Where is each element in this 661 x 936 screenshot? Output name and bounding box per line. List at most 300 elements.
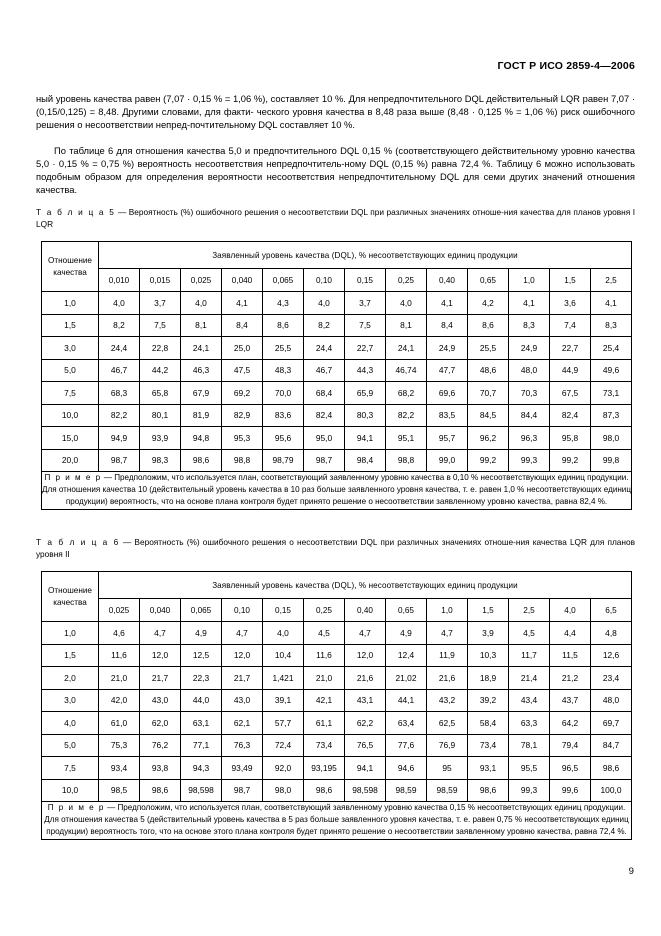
data-cell: 93,49 [222,757,263,780]
data-cell: 21,0 [304,667,345,690]
row-label: 5,0 [42,734,99,757]
table5-header-row-2 [42,269,632,292]
data-cell: 4,7 [345,622,386,645]
data-cell: 12,6 [591,644,632,667]
data-cell: 8,3 [591,314,632,337]
table-row [42,734,632,757]
data-cell: 22,8 [140,337,181,360]
table6-row-header-label [42,572,99,622]
data-cell: 65,8 [140,382,181,405]
data-cell: 47,5 [222,359,263,382]
row-label: 15,0 [42,427,99,450]
data-cell: 10,3 [468,644,509,667]
data-cell: 98,7 [222,779,263,802]
data-cell: 4,0 [304,292,345,315]
data-cell: 4,2 [468,292,509,315]
table5-col-header: 0,010 [99,269,140,292]
data-cell: 75,3 [99,734,140,757]
table6-col-header: 0,65 [386,599,427,622]
data-cell: 96,2 [468,427,509,450]
table6-caption-text: — Вероятность (%) ошибочного решения о несоответствии DQL при различных значениях отноше-ния качества LQR для планов уровня II [36,537,636,559]
data-cell: 77,1 [181,734,222,757]
table6-body [42,622,632,840]
data-cell: 43,1 [345,689,386,712]
data-cell: 8,2 [304,314,345,337]
data-cell: 84,5 [468,404,509,427]
table5-caption [36,207,635,230]
data-cell: 62,2 [345,712,386,735]
data-cell: 43,4 [509,689,550,712]
data-cell: 24,4 [304,337,345,360]
data-cell: 12,0 [222,644,263,667]
table-row [42,779,632,802]
table6-col-header: 6,5 [591,599,632,622]
data-cell: 24,1 [181,337,222,360]
data-cell: 4,0 [181,292,222,315]
data-cell: 72,4 [263,734,304,757]
data-cell: 39,2 [468,689,509,712]
row-label: 1,0 [42,622,99,645]
table-row [42,292,632,315]
data-cell: 73,1 [591,382,632,405]
table5-span-header: Заявленный уровень качества (DQL), % несоответствующих единиц продукции [99,242,632,269]
data-cell: 24,1 [386,337,427,360]
data-cell: 82,4 [304,404,345,427]
data-cell: 98,59 [386,779,427,802]
table-row [42,667,632,690]
data-cell: 98,0 [591,427,632,450]
data-cell: 64,2 [550,712,591,735]
table-row [42,757,632,780]
data-cell: 98,598 [345,779,386,802]
table5-header-row-1 [42,242,632,269]
data-cell: 3,9 [468,622,509,645]
data-cell: 24,9 [509,337,550,360]
data-cell: 95,8 [550,427,591,450]
data-cell: 62,1 [222,712,263,735]
data-cell: 4,7 [140,622,181,645]
table-row [42,314,632,337]
table6-col-header: 0,40 [345,599,386,622]
data-cell: 8,2 [99,314,140,337]
table-row [42,382,632,405]
data-cell: 3,6 [550,292,591,315]
data-cell: 4,0 [99,292,140,315]
data-cell: 4,9 [386,622,427,645]
data-cell: 63,3 [509,712,550,735]
table6-caption [36,537,635,560]
row-label: 7,5 [42,382,99,405]
table6-col-header: 0,065 [181,599,222,622]
data-cell: 94,3 [181,757,222,780]
data-cell: 21,0 [99,667,140,690]
data-cell: 95 [427,757,468,780]
data-cell: 21,7 [222,667,263,690]
table-row [42,712,632,735]
data-cell: 98,79 [263,449,304,472]
data-cell: 42,1 [304,689,345,712]
data-cell: 10,4 [263,644,304,667]
data-cell: 95,0 [304,427,345,450]
data-cell: 63,1 [181,712,222,735]
data-cell: 93,1 [468,757,509,780]
row-header-line1: Отношение [48,256,92,265]
data-cell: 78,1 [509,734,550,757]
table5-col-header: 0,40 [427,269,468,292]
table5-head [42,242,632,292]
table6-col-header: 0,025 [99,599,140,622]
data-cell: 98,8 [222,449,263,472]
data-cell: 8,6 [263,314,304,337]
data-cell: 84,4 [509,404,550,427]
data-cell: 24,4 [99,337,140,360]
data-cell: 98,7 [99,449,140,472]
data-cell: 98,6 [304,779,345,802]
data-cell: 61,0 [99,712,140,735]
data-cell: 94,1 [345,757,386,780]
row-header-line2: качества [53,267,87,277]
data-cell: 43,0 [140,689,181,712]
data-cell: 21,4 [509,667,550,690]
data-cell: 42,0 [99,689,140,712]
data-cell: 11,9 [427,644,468,667]
table5-note-text: — Предположим, что используется план, соответствующий заявленному уровню качества в 0,10 % несоответствующих единиц продукции. Для отношения качества 10 (действительный уровень качества в 10 раз больше заявленного уровня качества, т. е. равен 1,0 % несоответствующих единиц продукции) вероятность, что на основе плана контроля будет принято решение о несоответствии заявленному уровню качества, равна 82,4 %. [42,473,631,507]
data-cell: 67,9 [181,382,222,405]
data-cell: 94,1 [345,427,386,450]
data-cell: 25,5 [468,337,509,360]
data-cell: 12,4 [386,644,427,667]
data-cell: 22,7 [550,337,591,360]
row-label: 2,0 [42,667,99,690]
table-row [42,449,632,472]
table5-col-header: 0,10 [304,269,345,292]
table6-note-text: — Предположим, что используется план, соответствующий заявленному уровню качества 0,15 % несоответствующих единиц продукции. Для отношения качества 5 (действительный уровень качества в 5 раз больше заявленного уровня качества, т. е. равен 0,75 % несоответствующих единиц продукции) вероятность того, что на основе этого плана контроля будет принято решение о несоответствии заявленному уровню качества, равна 72,4 %. [44,803,629,837]
data-cell: 8,3 [509,314,550,337]
data-cell: 46,74 [386,359,427,382]
table5-col-header: 0,025 [181,269,222,292]
data-cell: 49,6 [591,359,632,382]
table5-col-header: 1,0 [509,269,550,292]
table5-body [42,292,632,510]
data-cell: 62,0 [140,712,181,735]
data-cell: 70,0 [263,382,304,405]
row-label: 1,0 [42,292,99,315]
data-cell: 98,59 [427,779,468,802]
row-label: 1,5 [42,314,99,337]
data-cell: 99,2 [468,449,509,472]
data-cell: 23,4 [591,667,632,690]
data-cell: 84,7 [591,734,632,757]
row-label: 10,0 [42,404,99,427]
table5-col-header: 2,5 [591,269,632,292]
data-cell: 76,3 [222,734,263,757]
data-cell: 99,2 [550,449,591,472]
table6-col-header: 1,5 [468,599,509,622]
data-cell: 4,7 [222,622,263,645]
data-cell: 12,5 [181,644,222,667]
data-cell: 96,3 [509,427,550,450]
data-cell: 48,0 [509,359,550,382]
data-cell: 94,9 [99,427,140,450]
data-cell: 11,6 [304,644,345,667]
table5-caption-label: Т а б л и ц а 5 [36,207,116,217]
data-cell: 94,6 [386,757,427,780]
data-cell: 83,6 [263,404,304,427]
data-cell: 80,3 [345,404,386,427]
data-cell: 44,2 [140,359,181,382]
data-cell: 7,4 [550,314,591,337]
data-cell: 4,6 [99,622,140,645]
data-cell: 4,3 [263,292,304,315]
data-cell: 69,7 [591,712,632,735]
row-label: 3,0 [42,337,99,360]
data-cell: 4,4 [550,622,591,645]
row-label: 1,5 [42,644,99,667]
data-cell: 22,7 [345,337,386,360]
data-cell: 21,6 [345,667,386,690]
data-cell: 21,02 [386,667,427,690]
data-cell: 44,1 [386,689,427,712]
row-header-line2: качества [53,597,87,607]
data-cell: 93,195 [304,757,345,780]
data-cell: 68,3 [99,382,140,405]
data-cell: 4,5 [304,622,345,645]
data-cell: 25,0 [222,337,263,360]
table6-note [42,802,632,840]
data-cell: 7,5 [140,314,181,337]
data-cell: 62,5 [427,712,468,735]
data-cell: 43,2 [427,689,468,712]
data-cell: 44,9 [550,359,591,382]
data-cell: 93,9 [140,427,181,450]
data-cell: 63,4 [386,712,427,735]
data-cell: 99,6 [550,779,591,802]
data-cell: 11,5 [550,644,591,667]
data-cell: 4,5 [509,622,550,645]
table-row [42,359,632,382]
data-cell: 96,5 [550,757,591,780]
table-row [42,622,632,645]
data-cell: 58,4 [468,712,509,735]
data-cell: 81,9 [181,404,222,427]
data-cell: 95,1 [386,427,427,450]
table-row [42,404,632,427]
data-cell: 11,7 [509,644,550,667]
table6-col-header: 1,0 [427,599,468,622]
table-row [42,644,632,667]
data-cell: 46,7 [304,359,345,382]
data-cell: 76,2 [140,734,181,757]
data-cell: 25,5 [263,337,304,360]
data-cell: 100,0 [591,779,632,802]
table5-col-header: 0,25 [386,269,427,292]
data-cell: 98,6 [468,779,509,802]
table5-col-header: 0,040 [222,269,263,292]
table5 [41,241,632,510]
table6-col-header: 4,0 [550,599,591,622]
data-cell: 4,0 [263,622,304,645]
data-cell: 70,3 [509,382,550,405]
data-cell: 4,8 [591,622,632,645]
data-cell: 93,4 [99,757,140,780]
data-cell: 8,1 [386,314,427,337]
data-cell: 76,5 [345,734,386,757]
table-row [42,427,632,450]
data-cell: 82,4 [550,404,591,427]
page-number: 9 [628,866,634,877]
data-cell: 61,1 [304,712,345,735]
table6-col-header: 0,040 [140,599,181,622]
table6-col-header: 0,25 [304,599,345,622]
table5-col-header: 0,65 [468,269,509,292]
table6-col-header: 2,5 [509,599,550,622]
row-label: 20,0 [42,449,99,472]
data-cell: 8,1 [181,314,222,337]
data-cell: 43,7 [550,689,591,712]
data-cell: 8,4 [427,314,468,337]
data-cell: 98,3 [140,449,181,472]
data-cell: 18,9 [468,667,509,690]
row-label: 3,0 [42,689,99,712]
data-cell: 4,0 [386,292,427,315]
data-cell: 22,3 [181,667,222,690]
data-cell: 77,6 [386,734,427,757]
data-cell: 65,9 [345,382,386,405]
document-header: ГОСТ Р ИСО 2859-4—2006 [497,60,635,72]
data-cell: 12,0 [345,644,386,667]
data-cell: 98,5 [99,779,140,802]
table6-header-row-2 [42,599,632,622]
data-cell: 1,421 [263,667,304,690]
data-cell: 4,1 [509,292,550,315]
table5-row-header-label [42,242,99,292]
data-cell: 4,1 [591,292,632,315]
data-cell: 94,8 [181,427,222,450]
table6-note-row [42,802,632,840]
table5-caption-text: — Вероятность (%) ошибочного решения о несоответствии DQL при различных значениях отноше-ния качества для планов уровня I LQR [36,207,636,229]
table6 [41,571,632,840]
data-cell: 95,7 [427,427,468,450]
data-cell: 68,2 [386,382,427,405]
paragraph-text: ный уровень качества равен (7,07 · 0,15 % = 1,06 %), составляет 10 %. Для непредпочтительного DQL действительный LQR равен 7,07 · (0,15/0,125) = 8,48. Другими словами, для факти- ческого уровня качества в 8,48 раза выше (8,48 · 0,125 % = 1,06 %) риск ошибочного решения о несоответствии непред-почтительному DQL составляет 10 %. [36,93,635,131]
data-cell: 95,6 [263,427,304,450]
data-cell: 99,8 [591,449,632,472]
data-cell: 3,7 [345,292,386,315]
data-cell: 12,0 [140,644,181,667]
data-cell: 8,6 [468,314,509,337]
data-cell: 82,2 [99,404,140,427]
data-cell: 93,8 [140,757,181,780]
data-cell: 69,2 [222,382,263,405]
row-header-line1: Отношение [48,586,92,595]
data-cell: 4,7 [427,622,468,645]
data-cell: 39,1 [263,689,304,712]
table5-note [42,472,632,510]
data-cell: 44,3 [345,359,386,382]
data-cell: 98,7 [304,449,345,472]
data-cell: 98,8 [386,449,427,472]
data-cell: 4,1 [427,292,468,315]
data-cell: 25,4 [591,337,632,360]
body-paragraph-2 [36,144,635,196]
data-cell: 76,9 [427,734,468,757]
row-label: 4,0 [42,712,99,735]
data-cell: 80,1 [140,404,181,427]
data-cell: 73,4 [468,734,509,757]
data-cell: 98,598 [181,779,222,802]
data-cell: 68,4 [304,382,345,405]
data-cell: 99,0 [427,449,468,472]
table5-col-header: 0,15 [345,269,386,292]
data-cell: 21,7 [140,667,181,690]
data-cell: 99,3 [509,449,550,472]
data-cell: 67,5 [550,382,591,405]
row-label: 5,0 [42,359,99,382]
data-cell: 21,6 [427,667,468,690]
data-cell: 47,7 [427,359,468,382]
data-cell: 44,0 [181,689,222,712]
data-cell: 95,3 [222,427,263,450]
data-cell: 46,7 [99,359,140,382]
data-cell: 11,6 [99,644,140,667]
data-cell: 3,7 [140,292,181,315]
data-cell: 4,9 [181,622,222,645]
data-cell: 83,5 [427,404,468,427]
data-cell: 21,2 [550,667,591,690]
table5-note-row [42,472,632,510]
table6-col-header: 0,15 [263,599,304,622]
table6-caption-label: Т а б л и ц а 6 [36,537,120,547]
data-cell: 7,5 [345,314,386,337]
data-cell: 82,9 [222,404,263,427]
data-cell: 98,6 [591,757,632,780]
data-cell: 98,6 [140,779,181,802]
data-cell: 73,4 [304,734,345,757]
data-cell: 57,7 [263,712,304,735]
data-cell: 48,0 [591,689,632,712]
table-row [42,689,632,712]
data-cell: 92,0 [263,757,304,780]
data-cell: 98,0 [263,779,304,802]
table6-head [42,572,632,622]
row-label: 10,0 [42,779,99,802]
table6-note-label: П р и м е р [47,803,105,812]
data-cell: 8,4 [222,314,263,337]
data-cell: 48,3 [263,359,304,382]
data-cell: 98,6 [181,449,222,472]
table5-note-label: П р и м е р [44,473,102,482]
data-cell: 98,4 [345,449,386,472]
table5-col-header: 1,5 [550,269,591,292]
data-cell: 48,6 [468,359,509,382]
table5-col-header: 0,065 [263,269,304,292]
data-cell: 69,6 [427,382,468,405]
data-cell: 4,1 [222,292,263,315]
data-cell: 87,3 [591,404,632,427]
data-cell: 24,9 [427,337,468,360]
data-cell: 79,4 [550,734,591,757]
table6-span-header: Заявленный уровень качества (DQL), % несоответствующих единиц продукции [99,572,632,599]
row-label: 7,5 [42,757,99,780]
table5-col-header: 0,015 [140,269,181,292]
paragraph-text: По таблице 6 для отношения качества 5,0 и предпочтительного DQL 0,15 % (соответствующего действительному уровню качества 5,0 · 0,15 % = 0,75 %) вероятность несоответствия непредпочтитель-ному DQL (0,15 %) равна 72,4 %. Таблицу 6 можно использовать подобным образом для определения вероятности несоответствия непредпочтительному DQL для семи других значений отношения качества. [36,145,635,196]
data-cell: 95,5 [509,757,550,780]
body-paragraph-1 [36,92,635,131]
data-cell: 46,3 [181,359,222,382]
table6-header-row-1 [42,572,632,599]
data-cell: 43,0 [222,689,263,712]
table6-col-header: 0,10 [222,599,263,622]
